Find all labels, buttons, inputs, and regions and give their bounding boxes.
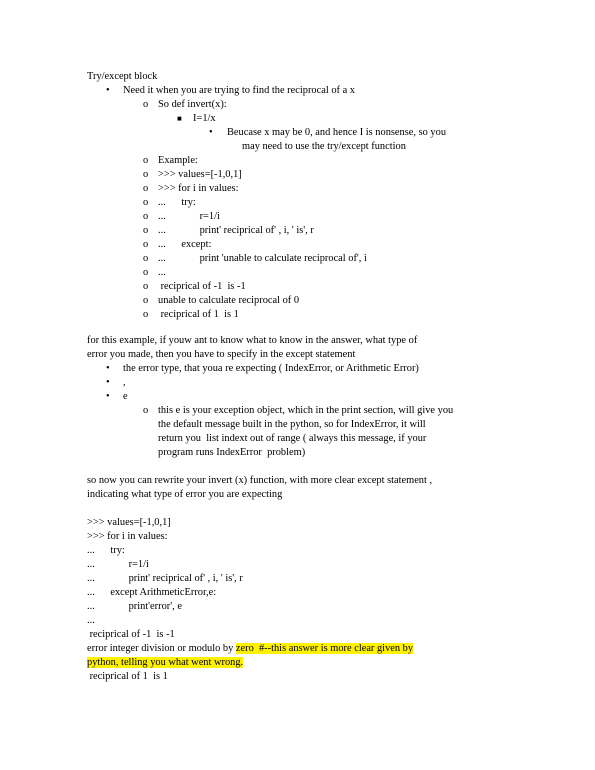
bullet-o-icon: o (143, 239, 149, 250)
bullet-o-icon: o (143, 309, 149, 320)
code-line: ... try: (158, 197, 196, 208)
bullet-o-icon: o (143, 211, 149, 222)
code-line: ... print' reciprical of' , i, ' is', r (158, 225, 314, 236)
text-line: return you list indext out of range ( always this message, if your (158, 433, 427, 444)
code-line: >>> values=[-1,0,1] (158, 169, 242, 180)
code-line: ... r=1/i (158, 211, 220, 222)
code-line: ... (87, 615, 95, 626)
code-line: >>> for i in values: (87, 531, 168, 542)
output-line: reciprical of -1 is -1 (158, 281, 246, 292)
doc-title: Try/except block (87, 71, 158, 82)
bullet-o-icon: o (143, 99, 149, 110)
bullet-o-icon: o (143, 197, 149, 208)
code-line: ... try: (87, 545, 125, 556)
text-line: program runs IndexError problem) (158, 447, 306, 458)
paragraph-line: indicating what type of error you are expecting (87, 489, 283, 500)
code-line: >>> for i in values: (158, 183, 239, 194)
bullet-dot-icon: • (106, 391, 110, 402)
text-line: the default message built in the python, so for IndexError, it will (158, 419, 426, 430)
error-output-line (87, 642, 413, 656)
bullet-o-icon: o (143, 267, 149, 278)
paragraph-line: so now you can rewrite your invert (x) function, with more clear except statement , (87, 475, 433, 486)
text-line: the error type, that youa re expecting ( IndexError, or Arithmetic Error) (123, 363, 419, 374)
text-line: , (123, 377, 126, 388)
bullet-dot-icon: • (106, 363, 110, 374)
highlighted-comment: zero #--this answer is more clear given by (235, 643, 414, 654)
code-line: ... print'error', e (87, 601, 182, 612)
paragraph-line: error you made, then you have to specify in the except statement (87, 349, 356, 360)
error-text: error integer division or modulo by (87, 643, 236, 654)
text-line: e (123, 391, 128, 402)
code-line: ... print' reciprical of' , i, ' is', r (87, 573, 243, 584)
output-line: reciprical of -1 is -1 (87, 629, 175, 640)
text-line: Beucase x may be 0, and hence I is nonsense, so you (227, 127, 447, 138)
text-line: So def invert(x): (158, 99, 227, 110)
bullet-dot-icon: • (106, 377, 110, 388)
error-output-line (87, 656, 243, 670)
code-line: ... print 'unable to calculate reciprocal of', i (158, 253, 367, 264)
bullet-square-icon: ■ (177, 114, 182, 123)
output-line: reciprical of 1 is 1 (87, 671, 168, 682)
bullet-o-icon: o (143, 253, 149, 264)
code-line: ... except ArithmeticError,e: (87, 587, 217, 598)
output-line: unable to calculate reciprocal of 0 (158, 295, 300, 306)
text-line: this e is your exception object, which in the print section, will give you (158, 405, 454, 416)
bullet-dot-icon: • (106, 85, 110, 96)
bullet-o-icon: o (143, 169, 149, 180)
bullet-dot-icon: • (209, 127, 213, 138)
bullet-o-icon: o (143, 405, 149, 416)
bullet-o-icon: o (143, 183, 149, 194)
code-line: ... except: (158, 239, 212, 250)
paragraph-line: for this example, if youw ant to know what to know in the answer, what type of (87, 335, 418, 346)
output-line: reciprical of 1 is 1 (158, 309, 239, 320)
bullet-o-icon: o (143, 225, 149, 236)
bullet-o-icon: o (143, 155, 149, 166)
text-line: may need to use the try/except function (242, 141, 406, 152)
code-line: ... (158, 267, 166, 278)
highlighted-comment: python, telling you what went wrong. (87, 657, 244, 668)
bullet-o-icon: o (143, 281, 149, 292)
text-line: I=1/x (193, 113, 216, 124)
text-line: Example: (158, 155, 198, 166)
code-line: >>> values=[-1,0,1] (87, 517, 171, 528)
code-line: ... r=1/i (87, 559, 149, 570)
text-line: Need it when you are trying to find the reciprocal of a x (123, 85, 355, 96)
bullet-o-icon: o (143, 295, 149, 306)
